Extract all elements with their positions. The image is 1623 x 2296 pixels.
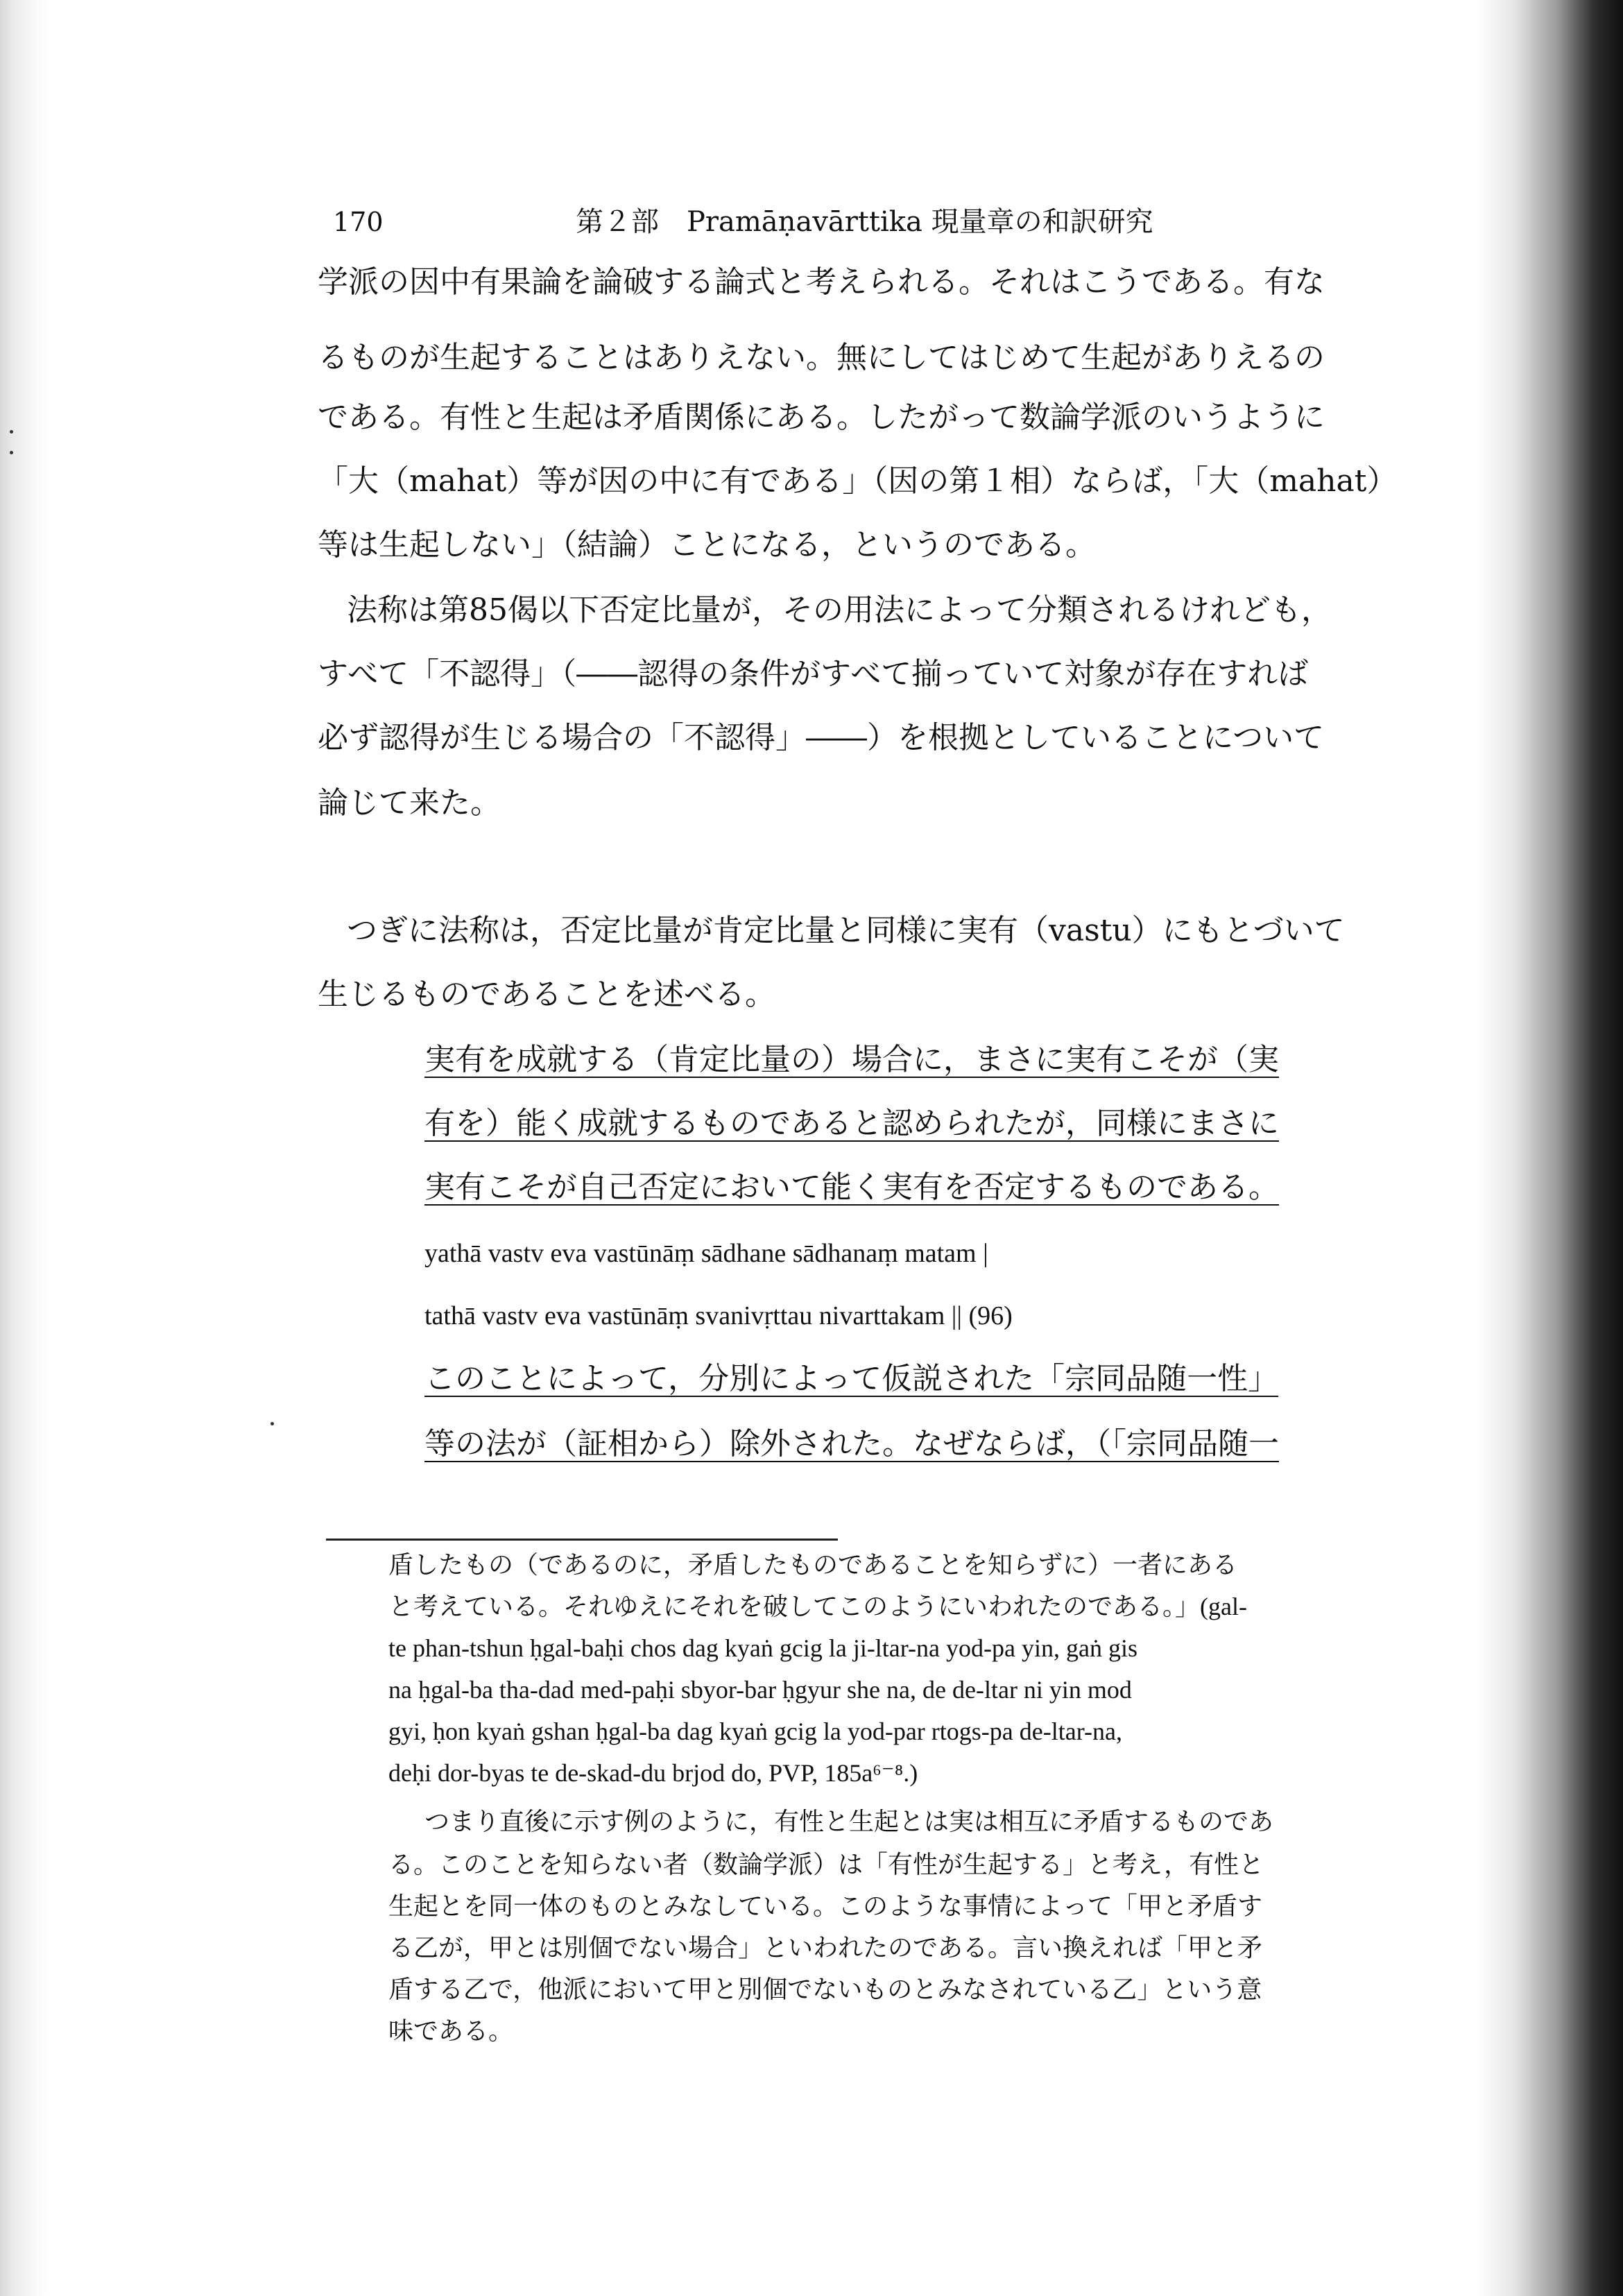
verse-line: tathā vastv eva vastūnāṃ svanivṛttau nivarttakam || (96) <box>424 1301 1013 1330</box>
paragraph-line: 「大（mahat）等が因の中に有である」（因の第１相）ならば，「大（mahat） <box>318 463 1398 499</box>
paragraph-line: 等は生起しない」（結論）ことになる，というのである。 <box>318 527 1096 563</box>
quote-line: 等の法が（証相から）除外された。なぜならば，（「宗同品随一 <box>424 1426 1279 1462</box>
paragraph-line: すべて「不認得」（――認得の条件がすべて揃っていて対象が存在すれば <box>318 656 1309 692</box>
scan-speck <box>270 1422 274 1425</box>
footnote-line: 生起とを同一体のものとみなしている。このような事情によって「甲と矛盾す <box>388 1892 1263 1920</box>
footnote-divider <box>326 1539 838 1541</box>
footnote-line: る乙が，甲とは別個でない場合」といわれたのである。言い換えれば「甲と矛 <box>388 1934 1263 1962</box>
footnote-line: deḥi dor-byas te de-skad-du brjod do, PVP, 185a⁶⁻⁸.) <box>388 1759 918 1787</box>
footnote-line: na ḥgal-ba tha-dad med-paḥi sbyor-bar ḥgyur she na, de de-ltar ni yin mod <box>388 1676 1132 1704</box>
page-number: 170 <box>333 207 384 237</box>
verse-line: yathā vastv eva vastūnāṃ sādhane sādhanaṃ matam | <box>424 1239 988 1268</box>
paragraph-line: るものが生起することはありえない。無にしてはじめて生起がありえるの <box>318 340 1325 375</box>
paragraph-line: 学派の因中有果論を論破する論式と考えられる。それはこうである。有な <box>318 264 1325 300</box>
paragraph-line: 生じるものであることを述べる。 <box>318 977 775 1012</box>
footnote-line: gyi, ḥon kyaṅ gshan ḥgal-ba dag kyaṅ gcig la yod-par rtogs-pa de-ltar-na, <box>388 1717 1122 1745</box>
footnote-line: 味である。 <box>388 2017 514 2045</box>
footnote-line: つまり直後に示す例のように，有性と生起とは実は相互に矛盾するものであ <box>424 1808 1274 1835</box>
paragraph-line: 法称は第85偈以下否定比量が，その用法によって分類されるけれども， <box>347 592 1332 628</box>
quote-line: このことによって，分別によって仮説された「宗同品随一性」 <box>424 1361 1279 1396</box>
scan-speck <box>10 430 13 434</box>
page-header <box>333 198 1415 246</box>
quote-line: 有を）能く成就するものであると認められたが，同様にまさに <box>424 1106 1279 1141</box>
footnote-line: る。このことを知らない者（数論学派）は「有性が生起する」と考え，有性と <box>388 1851 1264 1878</box>
paragraph-line: 論じて来た。 <box>318 785 501 821</box>
footnote-line: 盾したもの（であるのに，矛盾したものであることを知らずに）一者にある <box>388 1551 1238 1579</box>
scan-left-shadow <box>0 0 49 2296</box>
scan-speck <box>10 451 13 454</box>
running-title: 第２部 Pramāṇavārttika 現量章の和訳研究 <box>576 206 1153 238</box>
footnote-line: te phan-tshun ḥgal-baḥi chos dag kyaṅ gcig la ji-ltar-na yod-pa yin, gaṅ gis <box>388 1634 1137 1662</box>
footnote-line: 盾する乙で，他派において甲と別個でないものとみなされている乙」という意 <box>388 1976 1262 2003</box>
paragraph-line: つぎに法称は，否定比量が肯定比量と同様に実有（vastu）にもとづいて <box>347 913 1345 948</box>
paragraph-line: である。有性と生起は矛盾関係にある。したがって数論学派のいうように <box>318 400 1325 435</box>
quote-line: 実有を成就する（肯定比量の）場合に，まさに実有こそが（実 <box>424 1042 1279 1077</box>
paragraph-line: 必ず認得が生じる場合の「不認得」――）を根拠としていることについて <box>318 720 1325 755</box>
footnote-line: と考えている。それゆえにそれを破してこのようにいわれたのである。」(gal- <box>388 1593 1247 1620</box>
scan-right-shadow <box>1477 0 1623 2296</box>
quote-line: 実有こそが自己否定において能く実有を否定するものである。 <box>424 1170 1279 1205</box>
